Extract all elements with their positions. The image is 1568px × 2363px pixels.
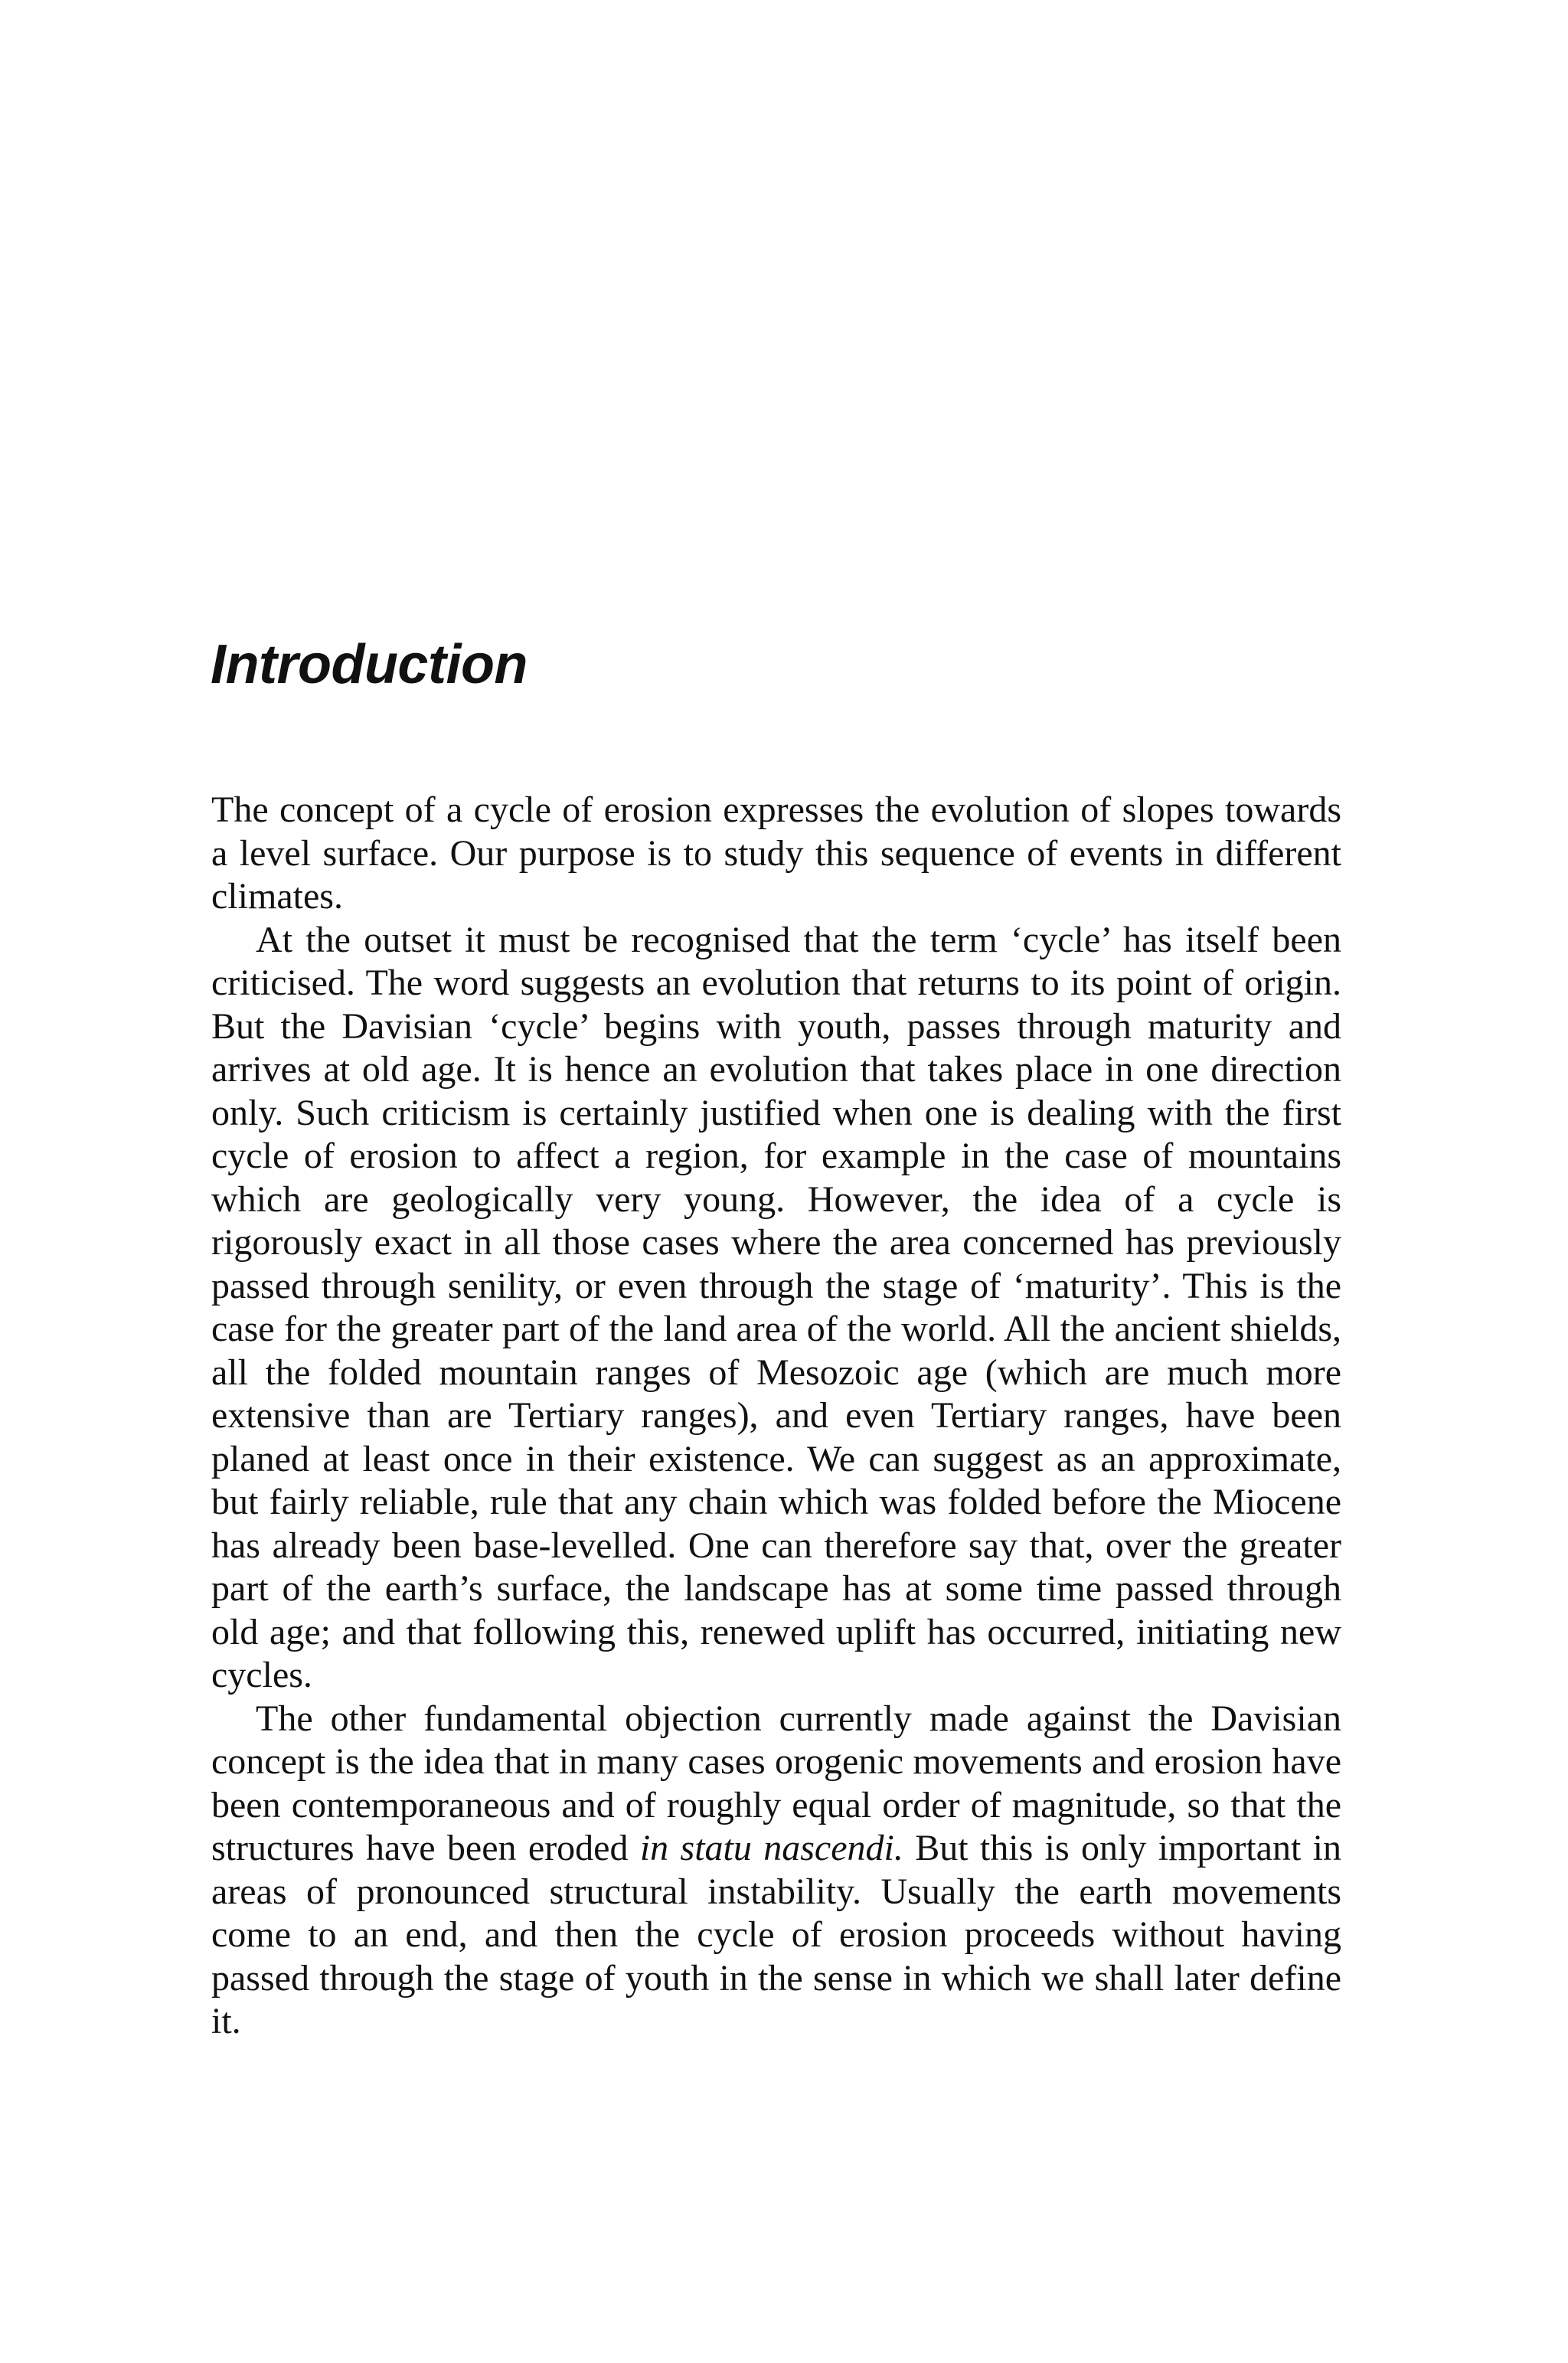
paragraph-3-emphasis: in statu nascendi. <box>639 1828 903 1868</box>
paragraph-3 <box>211 1698 1341 2044</box>
paragraph-1: The concept of a cycle of erosion expresses the evolution of slopes towards a level surface. Our purpose is to study this sequence of events in different climates. <box>211 789 1341 917</box>
paragraph-3-text-before: The other fundamental objection currently made against the Davisian concept is the idea that in many cases orogenic movements and erosion have been contemporaneous and of roughly equal order of magnitude, so that the structures have been eroded <box>211 1698 1341 1868</box>
paragraph-2: At the outset it must be recognised that the term ‘cycle’ has itself been criticised. The word suggests an evolution that returns to its point of origin. But the Davisian ‘cycle’ begins with youth, passes through maturity and arrives at old age. It is hence an evolution that takes place in one direction only. Such criticism is certainly justified when one is dealing with the first cycle of erosion to affect a region, for example in the case of mountains which are geologically very young. However, the idea of a cycle is rigorously exact in all those cases where the area concerned has previously passed through senility, or even through the stage of ‘maturity’. This is the case for the greater part of the land area of the world. All the ancient shields, all the folded mountain ranges of Mesozoic age (which are much more extensive than are Tertiary ranges), and even Tertiary ranges, have been planed at least once in their existence. We can suggest as an approximate, but fairly reliable, rule that any chain which was folded before the Miocene has already been base-levelled. One can therefore say that, over the greater part of the earth’s surface, the landscape has at some time passed through old age; and that following this, renewed uplift has occurred, initiating new cycles. <box>211 919 1341 1695</box>
body-text <box>211 789 1341 2044</box>
chapter-title: Introduction <box>211 634 528 695</box>
paragraph-3-text-after: But this is only important in areas of pronounced structural instability. Usually the earth movements come to an end, and then the cycle of erosion proceeds without having passed through the stage of youth in the sense in which we shall later define it. <box>211 1828 1342 2041</box>
